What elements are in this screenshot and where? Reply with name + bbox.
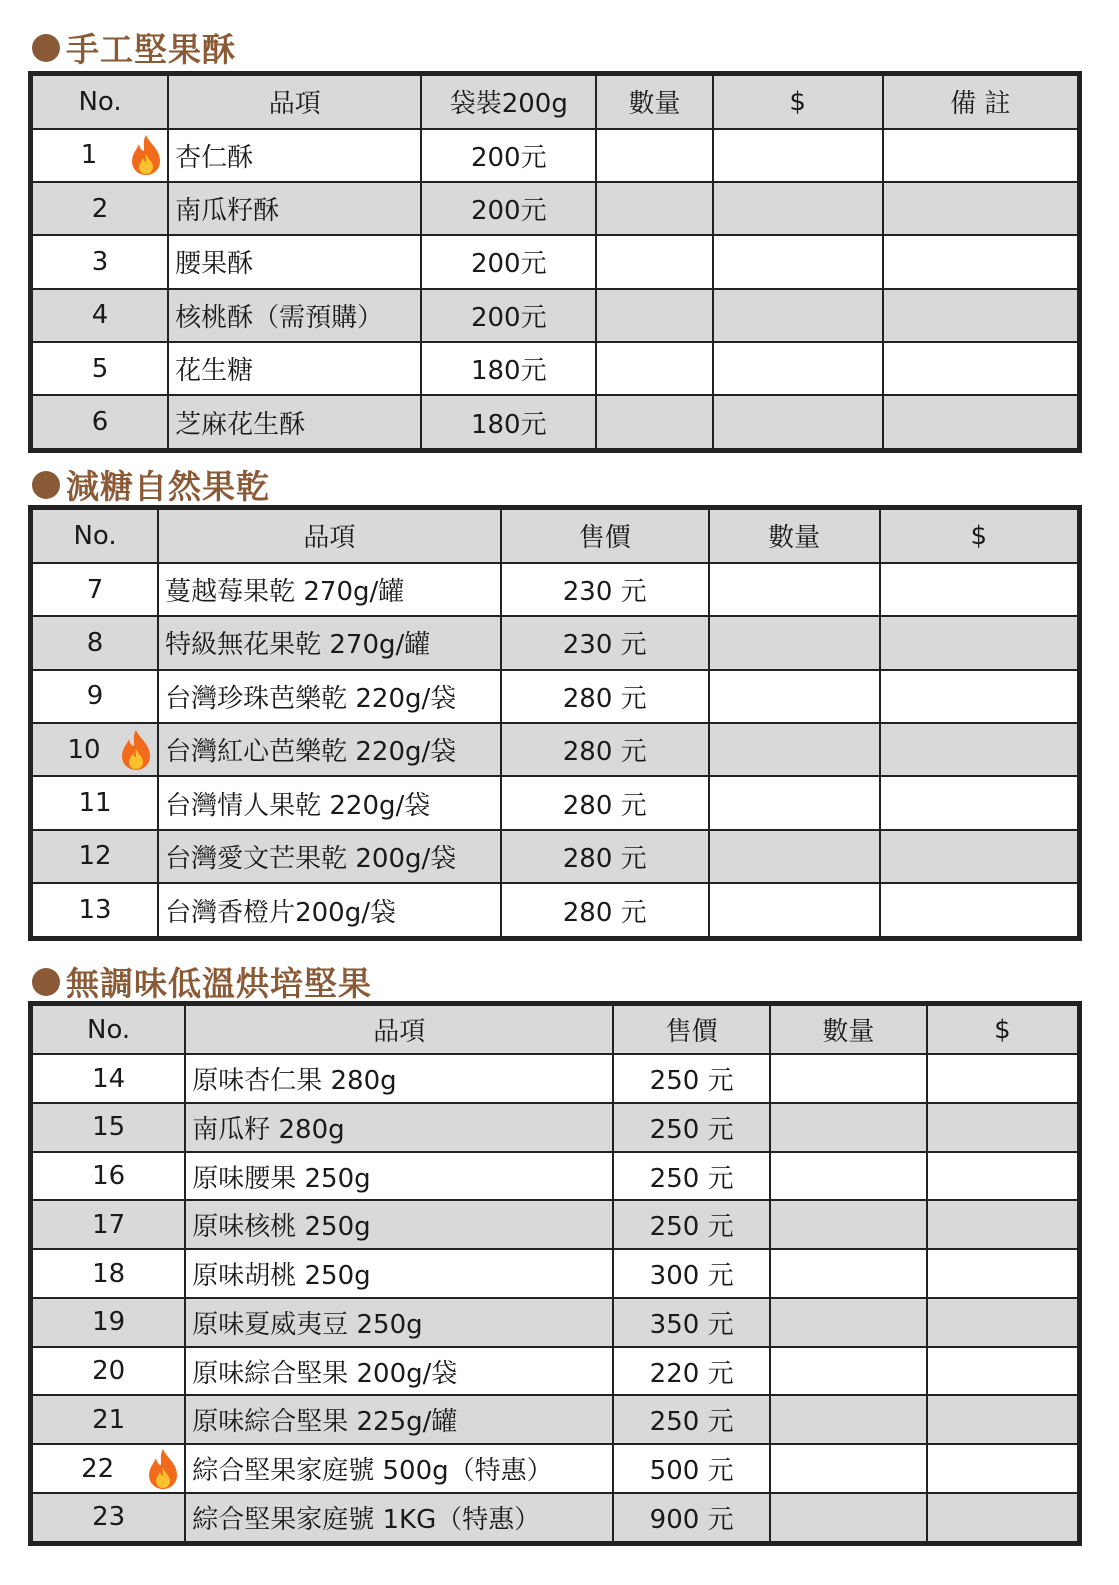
table-row	[31, 129, 1080, 182]
column-header: 品項	[185, 1004, 613, 1055]
amount-field[interactable]	[927, 1200, 1080, 1249]
quantity-field[interactable]	[709, 563, 880, 616]
item-number	[31, 1444, 186, 1493]
amount-field[interactable]	[880, 616, 1080, 669]
item-name: 杏仁酥	[168, 129, 421, 182]
item-number-text: 5	[91, 353, 109, 384]
table-row	[31, 1395, 1080, 1444]
item-number-text: 22	[81, 1453, 115, 1484]
item-number	[31, 1103, 186, 1152]
column-header: No.	[31, 1004, 186, 1055]
item-price: 200元	[421, 289, 596, 342]
roasted-nuts-table	[28, 1001, 1082, 1546]
item-number-text: 15	[92, 1112, 126, 1143]
amount-field[interactable]	[927, 1298, 1080, 1347]
item-price: 180元	[421, 342, 596, 395]
header-row	[31, 1004, 1080, 1055]
quantity-field[interactable]	[709, 723, 880, 776]
item-number	[31, 563, 159, 616]
item-number-text: 21	[92, 1404, 126, 1435]
table-row	[31, 1103, 1080, 1152]
item-price: 280 元	[501, 776, 709, 829]
table-row	[31, 723, 1080, 776]
amount-field[interactable]	[927, 1347, 1080, 1396]
item-number	[31, 395, 169, 450]
item-price: 280 元	[501, 723, 709, 776]
column-header: 售價	[501, 508, 709, 563]
quantity-field[interactable]	[596, 129, 713, 182]
quantity-field[interactable]	[770, 1249, 927, 1298]
quantity-field[interactable]	[709, 670, 880, 723]
amount-field[interactable]	[927, 1152, 1080, 1201]
item-name: 南瓜籽酥	[168, 182, 421, 235]
bullet-dot-icon	[32, 968, 60, 996]
amount-field[interactable]	[927, 1493, 1080, 1544]
header-row	[31, 74, 1080, 129]
item-number	[31, 883, 159, 938]
nut-crisp-table	[28, 71, 1082, 453]
fire-icon	[129, 134, 163, 176]
section-title-unseasoned-roasted-nuts: 無調味低溫烘培堅果	[32, 958, 372, 1005]
item-number	[31, 1152, 186, 1201]
column-header: $	[927, 1004, 1080, 1055]
item-number-text: 1	[80, 140, 98, 171]
column-header: 品項	[168, 74, 421, 129]
item-price: 250 元	[613, 1200, 770, 1249]
item-name: 特級無花果乾 270g/罐	[158, 616, 501, 669]
item-number-text: 3	[91, 246, 109, 277]
item-number	[31, 1054, 186, 1103]
item-price: 900 元	[613, 1493, 770, 1544]
table-row	[31, 1298, 1080, 1347]
table-row	[31, 182, 1080, 235]
table-row	[31, 1054, 1080, 1103]
item-price: 250 元	[613, 1054, 770, 1103]
fire-icon	[119, 729, 153, 771]
item-name: 原味腰果 250g	[185, 1152, 613, 1201]
item-number	[31, 1493, 186, 1544]
item-price: 180元	[421, 395, 596, 450]
item-number	[31, 342, 169, 395]
item-number-text: 18	[92, 1258, 126, 1289]
amount-field[interactable]	[880, 670, 1080, 723]
table-row	[31, 563, 1080, 616]
quantity-field[interactable]	[596, 289, 713, 342]
item-price: 200元	[421, 235, 596, 288]
item-number-text: 6	[91, 407, 109, 438]
item-name: 核桃酥（需預購）	[168, 289, 421, 342]
column-header: No.	[31, 508, 159, 563]
table-row	[31, 1249, 1080, 1298]
item-name: 南瓜籽 280g	[185, 1103, 613, 1152]
item-name: 原味胡桃 250g	[185, 1249, 613, 1298]
table-row	[31, 395, 1080, 450]
item-price: 350 元	[613, 1298, 770, 1347]
column-header: No.	[31, 74, 169, 129]
amount-field[interactable]	[880, 830, 1080, 883]
column-header: 袋裝200g	[421, 74, 596, 129]
amount-field[interactable]	[880, 776, 1080, 829]
item-price: 250 元	[613, 1152, 770, 1201]
item-number-text: 20	[92, 1356, 126, 1386]
item-number-text: 14	[92, 1063, 126, 1094]
quantity-field[interactable]	[709, 616, 880, 669]
quantity-field[interactable]	[770, 1054, 927, 1103]
item-price: 230 元	[501, 563, 709, 616]
amount-field[interactable]	[927, 1054, 1080, 1103]
item-number	[31, 723, 159, 776]
quantity-field[interactable]	[770, 1395, 927, 1444]
quantity-field[interactable]	[770, 1444, 927, 1493]
amount-field[interactable]	[713, 182, 883, 235]
item-price: 220 元	[613, 1347, 770, 1396]
header-row	[31, 508, 1080, 563]
item-number	[31, 129, 169, 182]
item-number-text: 12	[78, 841, 112, 872]
dried-fruit-table	[28, 505, 1082, 941]
amount-field[interactable]	[713, 235, 883, 288]
table-row	[31, 883, 1080, 938]
quantity-field[interactable]	[596, 182, 713, 235]
remarks-field[interactable]	[883, 129, 1080, 182]
fire-icon	[146, 1448, 180, 1490]
amount-field[interactable]	[880, 883, 1080, 938]
item-name: 腰果酥	[168, 235, 421, 288]
item-number-text: 11	[78, 788, 112, 819]
item-number	[31, 670, 159, 723]
quantity-field[interactable]	[770, 1347, 927, 1396]
item-name: 原味夏威夷豆 250g	[185, 1298, 613, 1347]
item-name: 芝麻花生酥	[168, 395, 421, 450]
column-header: $	[880, 508, 1080, 563]
section-title-handmade-nut-crisp: 手工堅果酥	[32, 24, 236, 71]
item-name: 綜合堅果家庭號 500g（特惠）	[185, 1444, 613, 1493]
column-header: 數量	[709, 508, 880, 563]
remarks-field[interactable]	[883, 342, 1080, 395]
column-header: $	[713, 74, 883, 129]
item-name: 台灣紅心芭樂乾 220g/袋	[158, 723, 501, 776]
table-row	[31, 1444, 1080, 1493]
item-name: 原味綜合堅果 200g/袋	[185, 1347, 613, 1396]
item-number-text: 23	[92, 1502, 126, 1533]
quantity-field[interactable]	[770, 1493, 927, 1544]
quantity-field[interactable]	[770, 1298, 927, 1347]
item-name: 花生糖	[168, 342, 421, 395]
amount-field[interactable]	[927, 1103, 1080, 1152]
remarks-field[interactable]	[883, 289, 1080, 342]
item-number-text: 8	[86, 627, 104, 658]
section-title-reduced-sugar-dried-fruit: 減糖自然果乾	[32, 461, 270, 508]
quantity-field[interactable]	[770, 1152, 927, 1201]
table-row	[31, 342, 1080, 395]
quantity-field[interactable]	[596, 342, 713, 395]
table-row	[31, 1152, 1080, 1201]
item-number-text: 17	[92, 1209, 126, 1240]
amount-field[interactable]	[713, 395, 883, 450]
item-price: 280 元	[501, 830, 709, 883]
item-name: 台灣愛文芒果乾 200g/袋	[158, 830, 501, 883]
item-price: 230 元	[501, 616, 709, 669]
item-number-text: 9	[86, 681, 104, 712]
item-price: 250 元	[613, 1103, 770, 1152]
quantity-field[interactable]	[596, 235, 713, 288]
item-number-text: 19	[92, 1307, 126, 1338]
table-row	[31, 289, 1080, 342]
amount-field[interactable]	[713, 289, 883, 342]
column-header: 售價	[613, 1004, 770, 1055]
item-price: 500 元	[613, 1444, 770, 1493]
item-number	[31, 235, 169, 288]
item-number-text: 13	[78, 895, 112, 926]
table-row	[31, 670, 1080, 723]
column-header: 數量	[770, 1004, 927, 1055]
item-name: 原味綜合堅果 225g/罐	[185, 1395, 613, 1444]
quantity-field[interactable]	[770, 1103, 927, 1152]
column-header: 品項	[158, 508, 501, 563]
item-name: 蔓越莓果乾 270g/罐	[158, 563, 501, 616]
item-number	[31, 1298, 186, 1347]
table-row	[31, 616, 1080, 669]
quantity-field[interactable]	[770, 1200, 927, 1249]
item-name: 台灣香橙片200g/袋	[158, 883, 501, 938]
item-number-text: 4	[91, 300, 109, 331]
item-price: 250 元	[613, 1395, 770, 1444]
amount-field[interactable]	[880, 723, 1080, 776]
remarks-field[interactable]	[883, 235, 1080, 288]
item-number	[31, 1395, 186, 1444]
item-price: 300 元	[613, 1249, 770, 1298]
table-row	[31, 776, 1080, 829]
item-number-text: 7	[86, 574, 104, 605]
item-number	[31, 289, 169, 342]
table-row	[31, 1200, 1080, 1249]
table-row	[31, 830, 1080, 883]
item-number	[31, 616, 159, 669]
item-number	[31, 1347, 186, 1396]
item-name: 綜合堅果家庭號 1KG（特惠）	[185, 1493, 613, 1544]
item-number	[31, 182, 169, 235]
item-number-text: 10	[67, 734, 101, 765]
column-header: 數量	[596, 74, 713, 129]
item-name: 原味杏仁果 280g	[185, 1054, 613, 1103]
item-name: 台灣情人果乾 220g/袋	[158, 776, 501, 829]
amount-field[interactable]	[880, 563, 1080, 616]
table-row	[31, 1493, 1080, 1544]
quantity-field[interactable]	[596, 395, 713, 450]
table-row	[31, 1347, 1080, 1396]
item-name: 原味核桃 250g	[185, 1200, 613, 1249]
amount-field[interactable]	[713, 129, 883, 182]
amount-field[interactable]	[927, 1249, 1080, 1298]
quantity-field[interactable]	[709, 830, 880, 883]
item-price: 280 元	[501, 670, 709, 723]
column-header: 備 註	[883, 74, 1080, 129]
item-name: 台灣珍珠芭樂乾 220g/袋	[158, 670, 501, 723]
quantity-field[interactable]	[709, 883, 880, 938]
item-number	[31, 776, 159, 829]
item-price: 280 元	[501, 883, 709, 938]
remarks-field[interactable]	[883, 395, 1080, 450]
item-number-text: 2	[91, 193, 109, 224]
item-price: 200元	[421, 129, 596, 182]
item-number	[31, 1249, 186, 1298]
amount-field[interactable]	[927, 1395, 1080, 1444]
bullet-dot-icon	[32, 471, 60, 499]
amount-field[interactable]	[927, 1444, 1080, 1493]
item-price: 200元	[421, 182, 596, 235]
table-row	[31, 235, 1080, 288]
item-number	[31, 1200, 186, 1249]
remarks-field[interactable]	[883, 182, 1080, 235]
item-number-text: 16	[92, 1161, 126, 1191]
amount-field[interactable]	[713, 342, 883, 395]
bullet-dot-icon	[32, 34, 60, 62]
quantity-field[interactable]	[709, 776, 880, 829]
item-number	[31, 830, 159, 883]
